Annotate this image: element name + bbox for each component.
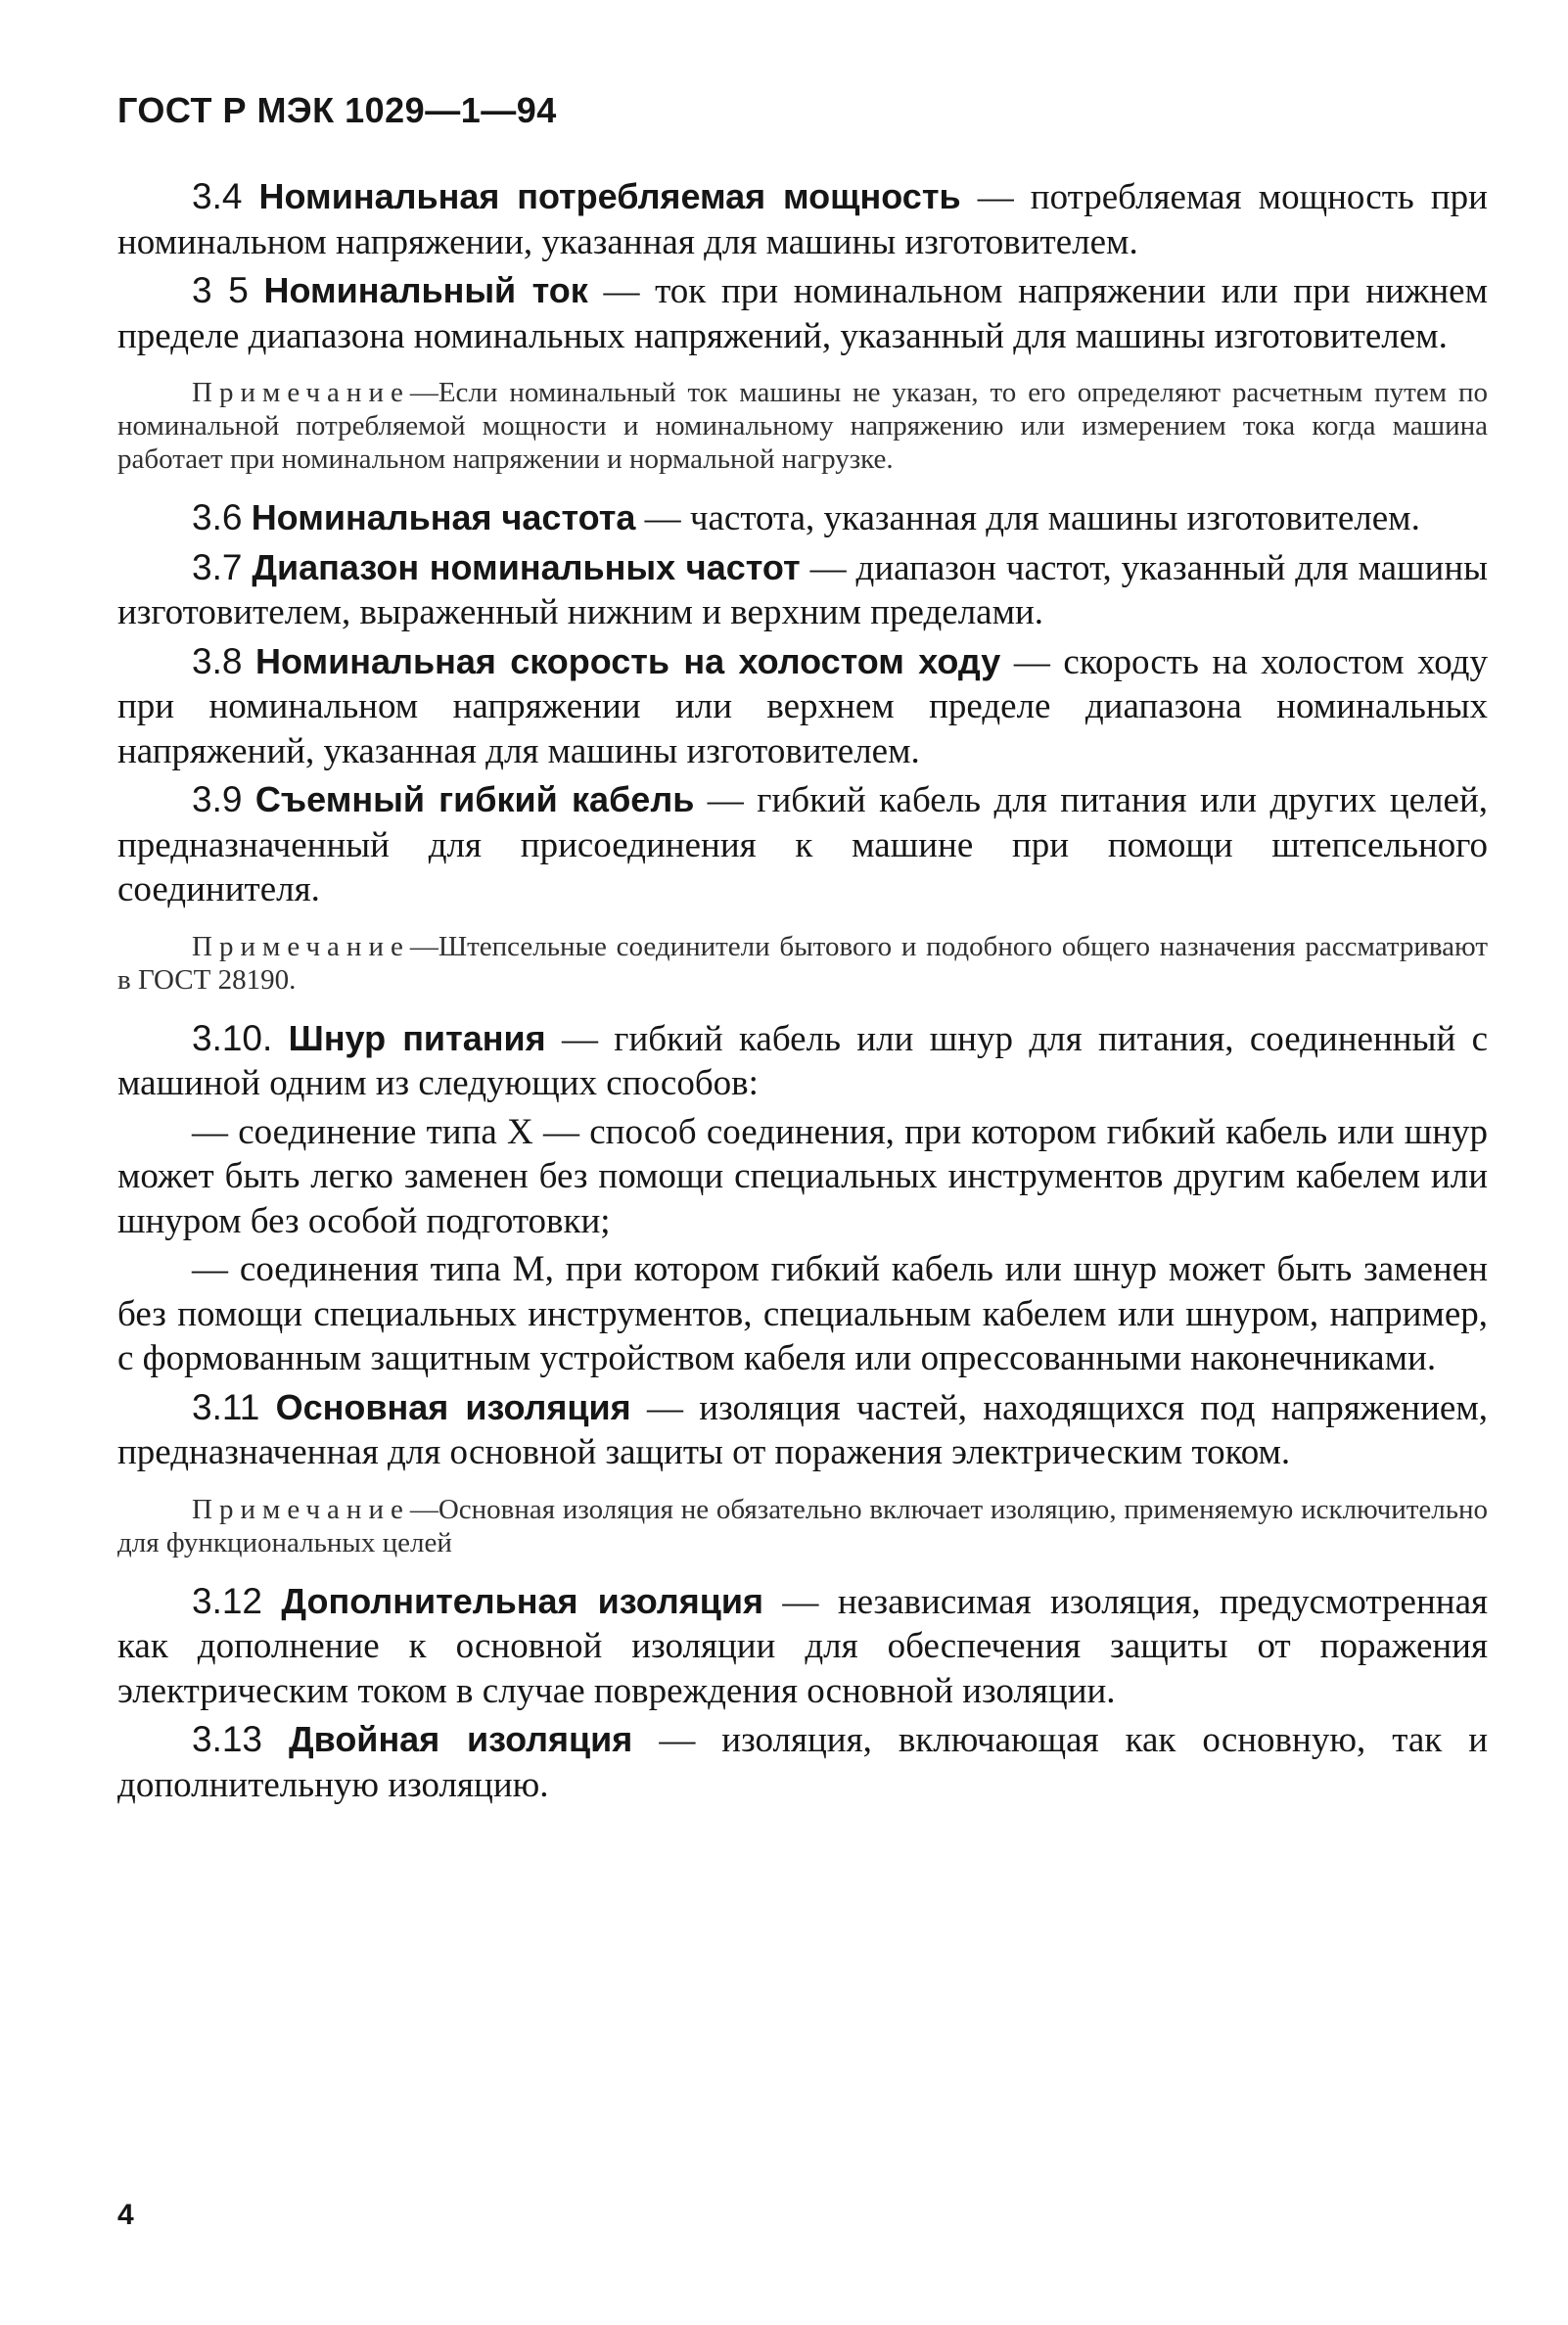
term: Номинальная скорость на холостом ходу [255, 640, 1001, 681]
term: Съемный гибкий кабель [254, 779, 695, 819]
definition-text: — гибкий кабель или шнур для питания, соединенный с машиной одним из следующих способов: [117, 1018, 1489, 1103]
term: Дополнительная изоляция [281, 1580, 764, 1621]
note-text: —Основная изоляция не обязательно включает изоляцию, применяемую исключительно для функциональных целей [117, 1493, 1488, 1558]
clause-number: 3.7 [192, 546, 243, 587]
clause-number: 3.6 [192, 497, 243, 537]
note-label: Примечание [192, 377, 410, 408]
definition-3-6 [117, 495, 1488, 541]
definition-3-4 [117, 174, 1488, 264]
clause-number: 3.4 [192, 176, 243, 216]
note-basic-insulation [117, 1493, 1488, 1559]
note-label: Примечание [192, 930, 410, 962]
term: Номинальная потребляемая мощность [258, 176, 961, 216]
note-rated-current [117, 376, 1488, 476]
definition-text: — изоляция, включающая как основную, так и дополнительную изоляцию. [117, 1720, 1489, 1805]
clause-number: 3.8 [192, 640, 243, 681]
clause-number: 3 5 [192, 270, 249, 310]
document-body [117, 174, 1488, 1811]
term: Основная изоляция [275, 1386, 631, 1427]
clause-number: 3.9 [192, 779, 243, 819]
note-plug-connectors [117, 930, 1488, 997]
definition-3-5 [117, 268, 1488, 358]
note-text: —Штепсельные соединители бытового и подобного общего назначения рассматривают в ГОСТ 28190. [117, 930, 1488, 996]
clause-number: 3.13 [192, 1719, 263, 1759]
definition-text: — ток при номинальном напряжении или при нижнем пределе диапазона номинальных напряжений, указанный для машины изготовителем. [117, 271, 1489, 356]
term: Диапазон номинальных частот [252, 546, 801, 587]
definition-3-10 [117, 1016, 1488, 1106]
definition-3-7 [117, 545, 1488, 635]
definition-3-8 [117, 639, 1488, 774]
clause-number: 3.11 [192, 1386, 260, 1427]
definition-3-9 [117, 777, 1488, 912]
definition-text: — независимая изоляция, предусмотренная как дополнение к основной изоляции для обеспечения защиты от поражения электрическим током в случае повреждения основной изоляции. [117, 1581, 1489, 1711]
definition-3-12 [117, 1579, 1488, 1714]
term: Двойная изоляция [289, 1719, 633, 1759]
clause-number: 3.10. [192, 1017, 273, 1058]
definition-text: — диапазон частот, указанный для машины изготовителем, выраженный нижним и верхним пределами. [117, 547, 1488, 632]
clause-number: 3.12 [192, 1580, 263, 1621]
definition-text: — частота, указанная для машины изготовителем. [635, 498, 1420, 538]
document-header: ГОСТ Р МЭК 1029—1—94 [117, 90, 557, 130]
list-item-type-x: — соединение типа X — способ соединения, при котором гибкий кабель или шнур может быть легко заменен без помощи специальных инструментов другим кабелем или шнуром без особой подготовки; [117, 1111, 1488, 1241]
definition-text: — изоляция частей, находящихся под напряжением, предназначенная для основной защиты от поражения электрическим током. [117, 1387, 1488, 1472]
definition-3-11 [117, 1385, 1488, 1475]
term: Номинальная частота [251, 497, 636, 537]
definition-text: — потребляемая мощность при номинальном напряжении, указанная для машины изготовителем. [117, 177, 1488, 262]
term: Шнур питания [288, 1017, 546, 1058]
definition-text: — скорость на холостом ходу при номинальном напряжении или верхнем пределе диапазона номинальных напряжений, указанная для машины изготовителем. [117, 641, 1488, 771]
list-item-type-m: — соединения типа М, при котором гибкий кабель или шнур может быть заменен без помощи специальных инструментов, специальным кабелем или шнуром, например, с формованным защитным устройством кабеля или опрессованными наконечниками. [117, 1249, 1488, 1378]
definition-text: — гибкий кабель для питания или других целей, предназначенный для присоединения к машине при помощи штепсельного соединителя. [117, 780, 1488, 909]
page-number: 4 [117, 2199, 134, 2231]
note-text: —Если номинальный ток машины не указан, то его определяют расчетным путем по номинальной потребляемой мощности и номинальному напряжению или измерением тока когда машина работает при номинальном напряжении и нормальной нагрузке. [117, 377, 1488, 475]
term: Номинальный ток [263, 270, 588, 310]
definition-3-13 [117, 1717, 1488, 1807]
note-label: Примечание [192, 1493, 410, 1525]
